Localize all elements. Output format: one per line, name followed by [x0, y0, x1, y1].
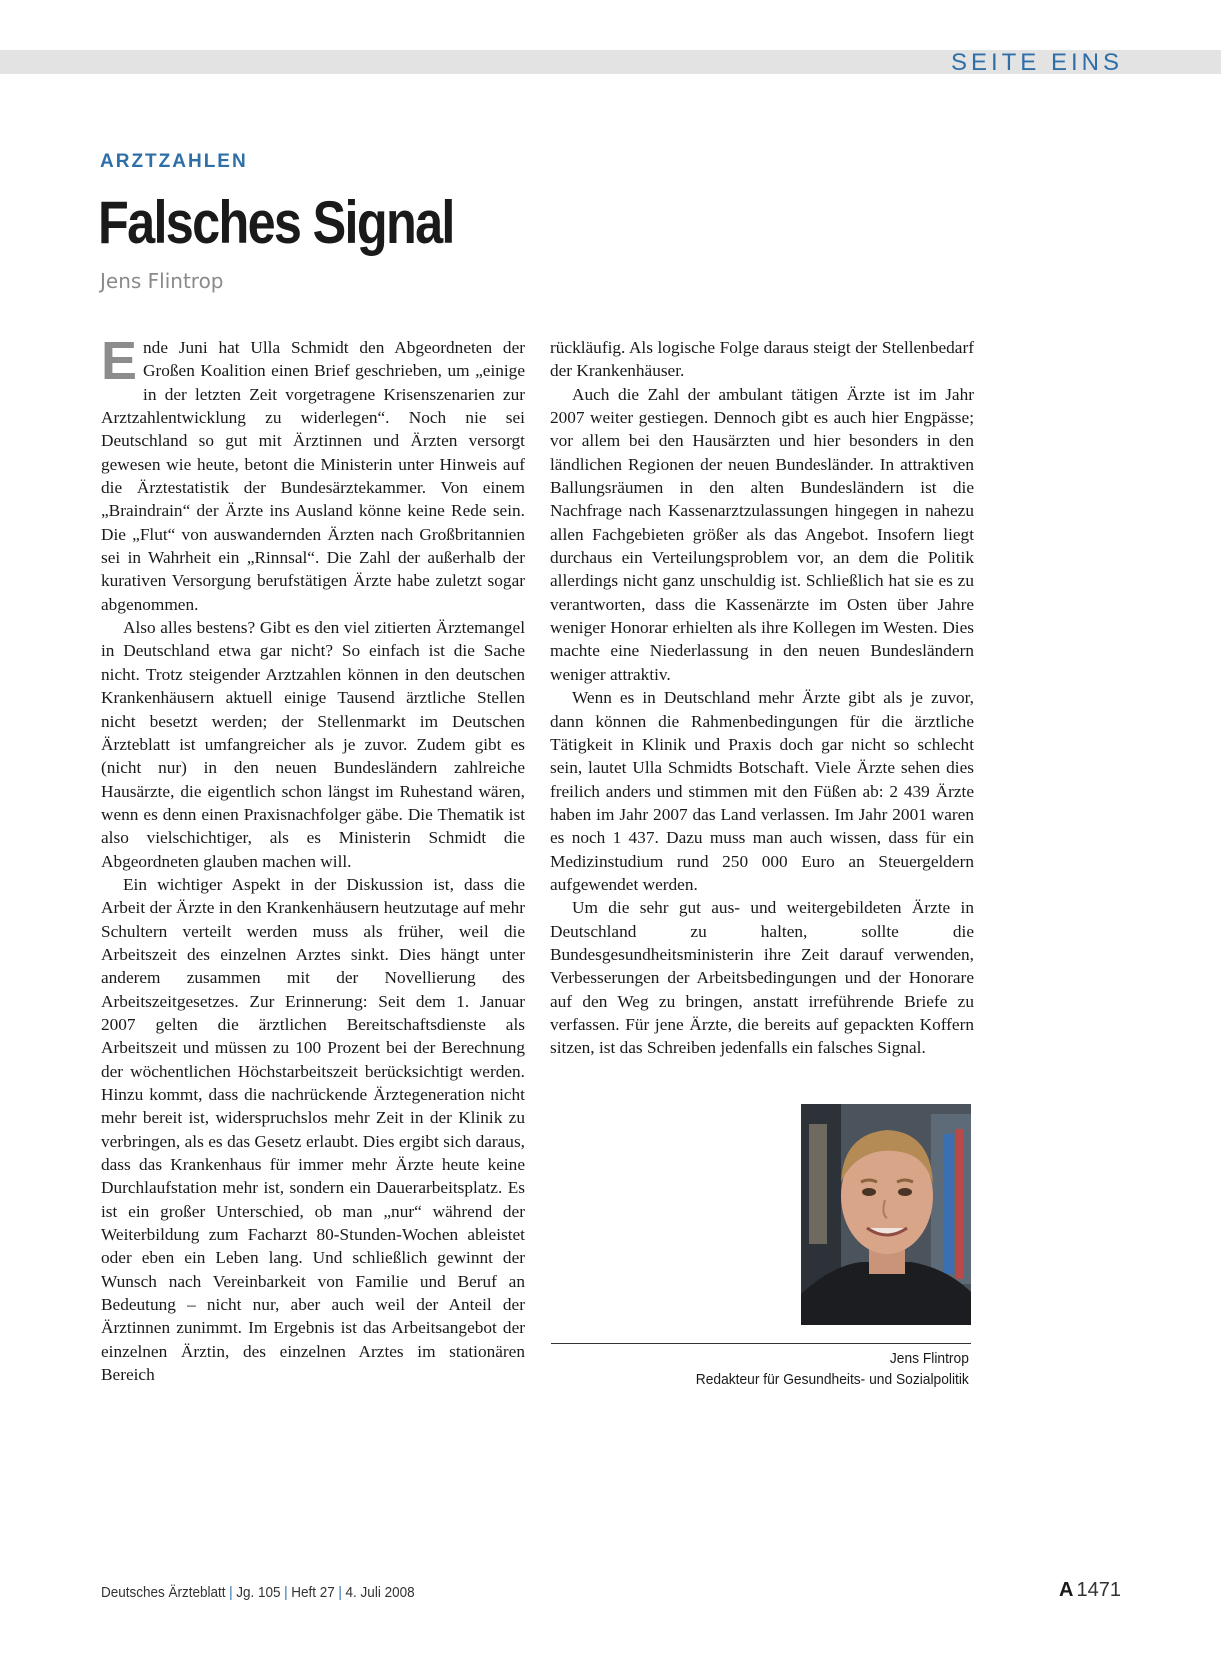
paragraph: rückläufig. Als logische Folge daraus steigt der Stellenbedarf der Krankenhäuser. — [550, 338, 974, 381]
footer-volume: Jg. 105 — [236, 1584, 281, 1601]
page-number — [1059, 1579, 1121, 1602]
page-prefix: A — [1059, 1579, 1074, 1601]
footer-separator: | — [284, 1584, 288, 1601]
paragraph: Wenn es in Deutschland mehr Ärzte gibt als je zuvor, dann können die Rahmenbedingungen für die ärztliche Tätigkeit in Klinik und Praxis doch gar nicht so schlecht sein, lautet Ulla Schmidts Botschaft. Viele Ärzte sehen dies freilich anders und stimmen mit den Füßen ab: 2 439 Ärzte haben im Jahr 2007 das Land verlassen. Im Jahr 2001 waren es noch 1 437. Dazu muss man auch wissen, dass für ein Medizinstudium rund 250 000 Euro an Steuergeldern aufgewendet werden. — [550, 688, 974, 894]
footer-journal: Deutsches Ärzteblatt — [101, 1584, 226, 1601]
article-column-1 — [101, 331, 525, 1386]
footer-separator: | — [338, 1584, 342, 1601]
footer-issue: Heft 27 — [291, 1584, 335, 1601]
footer-separator: | — [229, 1584, 233, 1601]
dropcap: E — [101, 331, 138, 391]
photo-caption-role: Redakteur für Gesundheits- und Sozialpolitik — [695, 1371, 969, 1388]
article-kicker: ARZTZAHLEN — [100, 151, 248, 172]
paragraph — [101, 331, 525, 616]
photo-caption-name: Jens Flintrop — [889, 1350, 969, 1367]
paragraph: Also alles bestens? Gibt es den viel zitierten Ärztemangel in Deutschland etwa gar nicht? So einfach ist die Sache nicht. Trotz steigender Arztzahlen können in den deutschen Krankenhäusern aktuell einige Tausend ärztliche Stellen nicht besetzt werden; der Stellenmarkt im Deutschen Ärzteblatt ist umfangreicher als je zuvor. Zudem gibt es (nicht nur) in den neuen Bundesländern zahlreiche Hausärzte, die eigentlich schon längst im Ruhestand wären, wenn es denn einen Praxisnachfolger gäbe. Die Thematik ist also vielschichtiger, als es Ministerin Schmidt die Abgeordneten glauben machen will. — [101, 618, 525, 871]
page-number-value: 1471 — [1076, 1579, 1121, 1601]
caption-divider — [551, 1343, 971, 1344]
paragraph-text: nde Juni hat Ulla Schmidt den Abgeordneten der Großen Koalition einen Brief geschrieben, um „einige in der letzten Zeit vorgetragene Krisenszenarien zur Arztzahlentwicklung zu widerlegen“. Noch nie sei Deutschland so gut mit Ärztinnen und Ärzten versorgt gewesen wie heute, betont die Ministerin unter Hinweis auf die Ärztestatistik der Bundesärztekammer. Von einem „Braindrain“ der Ärzte ins Ausland könne keine Rede sein. Die „Flut“ von auswandernden Ärzten nach Großbritannien sei in Wahrheit ein „Rinnsal“. Die Zahl der außerhalb der kurativen Versorgung berufstätigen Ärzte habe zuletzt sogar abgenommen. — [101, 338, 525, 614]
footer-citation — [101, 1584, 415, 1601]
article-column-2 — [550, 336, 974, 1060]
paragraph: Auch die Zahl der ambulant tätigen Ärzte ist im Jahr 2007 weiter gestiegen. Dennoch gibt es auch hier Engpässe; vor allem bei den Hausärzten und hier besonders in den ländlichen Regionen der neuen Bundesländer. In attraktiven Ballungsräumen in den alten Bundesländern ist die Nachfrage nach Kassenarztzulassungen hingegen in nahezu allen Fachgebieten größer als das Angebot. Insofern liegt durchaus ein Verteilungsproblem vor, an dem die Politik allerdings nicht ganz unschuldig ist. Schließlich hat sie es zu verantworten, dass die Kassenärzte im Osten über Jahre weniger Honorar erhielten als ihre Kollegen im Westen. Dies machte eine Niederlassung in den neuen Bundesländern weniger attraktiv. — [550, 384, 974, 684]
paragraph: Ein wichtiger Aspekt in der Diskussion ist, dass die Arbeit der Ärzte in den Krankenhäusern heutzutage auf mehr Schultern verteilt werden muss als früher, weil die Arbeitszeit des einzelnen Arztes sinkt. Dies hängt unter anderem zusammen mit der Novellierung des Arbeitszeitgesetzes. Zur Erinnerung: Seit dem 1. Januar 2007 gelten die ärztlichen Bereitschaftsdienste als Arbeitszeit und müssen zu 100 Prozent bei der Berechnung der wöchentlichen Höchstarbeitszeit berücksichtigt werden. Hinzu kommt, dass die nachrückende Ärztegeneration nicht mehr bereit ist, widerspruchslos mehr Zeit in der Klinik zu verbringen, als es das Gesetz erlaubt. Dies ergibt sich daraus, dass das Krankenhaus für immer mehr Ärzte heute keine Durchlaufstation mehr ist, sondern ein Dauerarbeitsplatz. Es ist ein großer Unterschied, ob man „nur“ während der Weiterbildung zum Facharzt 80-Stunden-Wochen ableistet oder eben ein Leben lang. Und schließlich gewinnt der Wunsch nach Vereinbarkeit von Familie und Beruf an Bedeutung – nicht nur, aber auch weil der Anteil der Ärztinnen zunimmt. Im Ergebnis ist das Arbeitsangebot der einzelnen Ärztin, des einzelnen Arztes im stationären Bereich — [101, 874, 525, 1385]
footer-date: 4. Juli 2008 — [345, 1584, 415, 1601]
article-author: Jens Flintrop — [100, 269, 224, 293]
author-photo — [801, 1104, 971, 1325]
section-label: SEITE EINS — [950, 49, 1123, 76]
article-title: Falsches Signal — [98, 189, 454, 256]
paragraph: Um die sehr gut aus- und weitergebildeten Ärzte in Deutschland zu halten, sollte die Bundesgesundheitsministerin ihre Zeit darauf verwenden, Verbesserungen der Arbeitsbedingungen und der Honorare auf den Weg zu bringen, anstatt irreführende Briefe zu verfassen. Für jene Ärzte, die bereits auf gepackten Koffern sitzen, ist das Schreiben jedenfalls ein falsches Signal. — [550, 898, 974, 1058]
